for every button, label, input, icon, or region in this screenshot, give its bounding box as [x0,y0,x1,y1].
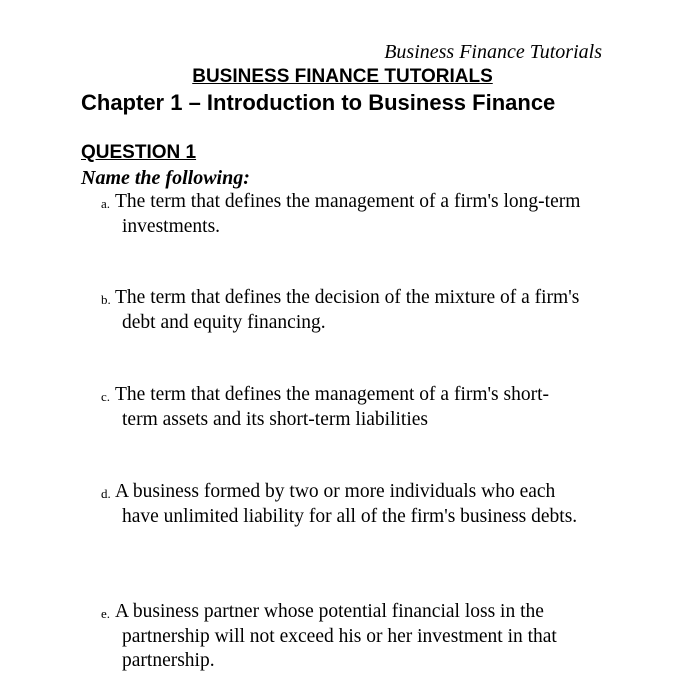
item-text: A business partner whose potential financial loss in the partnership will not exceed his or her investment in that partnership. [115,601,557,671]
question-item-b [101,286,581,335]
item-marker: a. [101,196,111,211]
question-instruction: Name the following: [81,167,250,189]
question-item-d [101,480,581,529]
running-header: Business Finance Tutorials [384,41,602,63]
question-item-a [101,190,581,239]
item-marker: e. [101,606,111,621]
item-marker: b. [101,292,111,307]
question-heading: QUESTION 1 [81,142,197,163]
document-title: BUSINESS FINANCE TUTORIALS [192,66,493,87]
question-item-c [101,383,581,432]
item-text: A business formed by two or more individuals who each have unlimited liability for all of the firm's business debts. [115,481,578,527]
item-text: The term that defines the decision of the mixture of a firm's debt and equity financing. [115,287,580,333]
item-text: The term that defines the management of a firm's short-term assets and its short-term liabilities [115,384,549,430]
chapter-title: Chapter 1 – Introduction to Business Finance [81,90,556,115]
item-text: The term that defines the management of a firm's long-term investments. [115,191,581,237]
question-item-e [101,600,581,674]
item-marker: c. [101,389,111,404]
item-marker: d. [101,486,111,501]
